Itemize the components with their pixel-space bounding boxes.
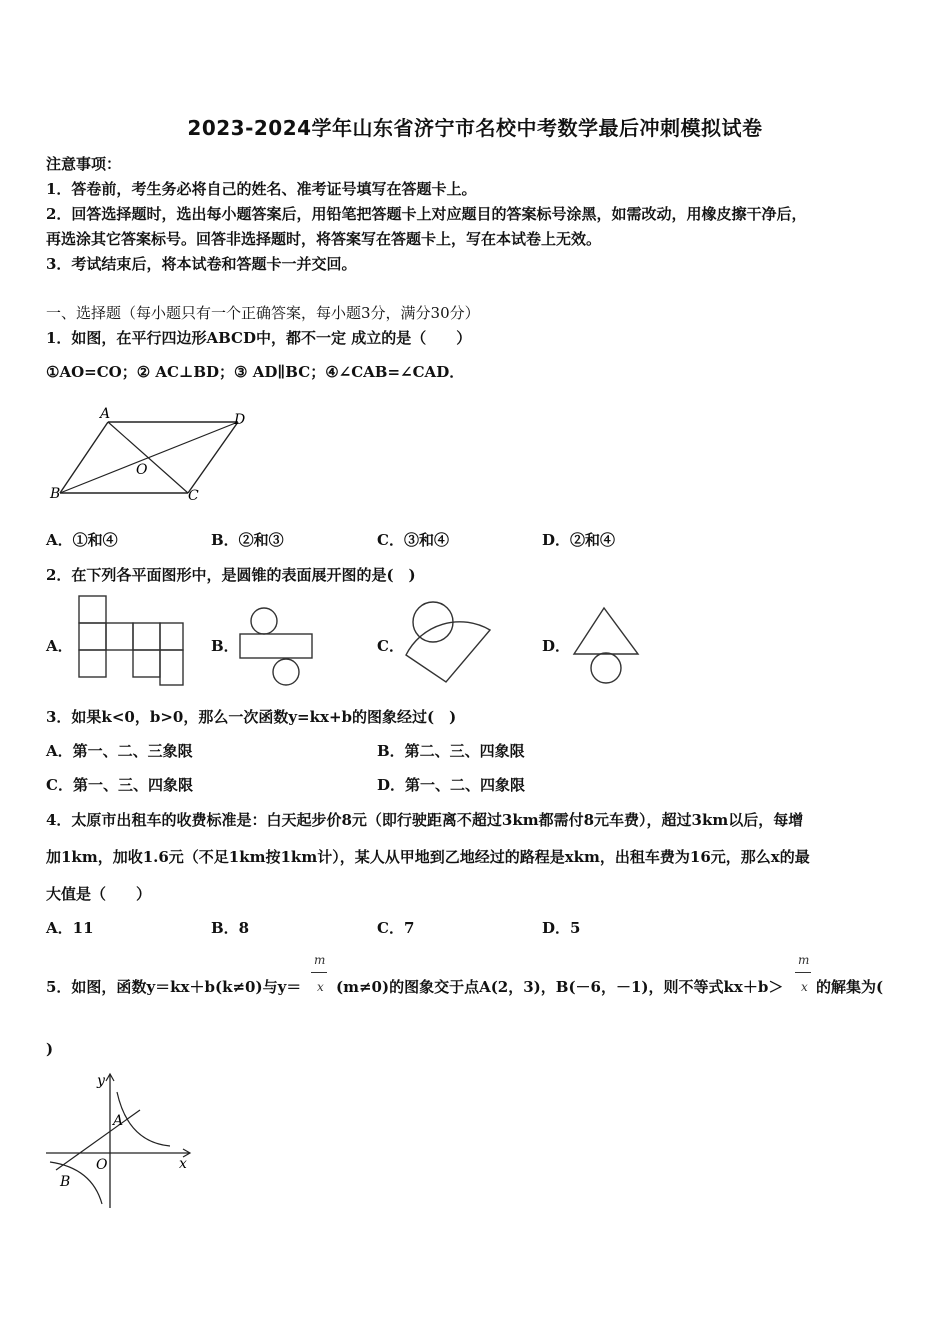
q1-option-a: A．①和④ — [46, 531, 118, 549]
notice-item-1: 1．答卷前，考生务必将自己的姓名、准考证号填写在答题卡上。 — [46, 180, 477, 198]
vertex-label-a: A — [100, 406, 111, 422]
point-label-b: B — [60, 1174, 71, 1190]
q1-conditions: ①AO=CO；② AC⊥BD；③ AD∥BC；④∠CAB=∠CAD． — [46, 363, 465, 381]
q3-option-b: B．第二、三、四象限 — [377, 742, 525, 760]
q4-option-c: C．7 — [377, 919, 415, 937]
q1-stem: 1．如图，在平行四边形ABCD中，都不一定 成立的是（ ） — [46, 329, 472, 347]
q3-option-a: A．第一、二、三象限 — [46, 742, 193, 760]
q2-label-d: D． — [542, 637, 571, 655]
q3-stem: 3．如果k<0，b>0，那么一次函数y=kx+b的图象经过( ) — [46, 708, 457, 726]
cylinder-net-figure — [232, 600, 322, 692]
q2-label-b: B． — [211, 637, 239, 655]
q5-closing-paren: ) — [46, 1040, 54, 1058]
q1-option-c: C．③和④ — [377, 531, 449, 549]
q3-option-d: D．第一、二、四象限 — [377, 776, 526, 794]
page-title: 2023-2024学年山东省济宁市名校中考数学最后冲刺模拟试卷 — [187, 116, 763, 140]
q3-option-c: C．第一、三、四象限 — [46, 776, 193, 794]
q5-text-part-2: (m≠0)的图象交于点A(2，3)，B(－6，－1)，则不等式kx＋b＞ — [336, 978, 784, 996]
function-graph-figure — [40, 1068, 200, 1218]
axis-label-y: y — [97, 1073, 105, 1089]
cube-net-figure — [70, 590, 190, 690]
parallelogram-figure — [40, 400, 270, 510]
q1-option-d: D．②和④ — [542, 531, 616, 549]
q5-fraction-1-denominator: x — [317, 980, 324, 994]
triangle-circle-figure — [566, 600, 646, 690]
q5-text-part-3: 的解集为( — [816, 978, 884, 996]
q2-label-c: C． — [377, 637, 404, 655]
vertex-label-c: C — [188, 488, 199, 504]
q4-option-b: B．8 — [211, 919, 250, 937]
notice-heading: 注意事项： — [46, 155, 122, 173]
q5-fraction-1-numerator: m — [314, 953, 326, 967]
q1-option-b: B．②和③ — [211, 531, 284, 549]
q4-option-a: A．11 — [46, 919, 94, 937]
cone-net-figure — [398, 600, 498, 690]
section-heading: 一、选择题（每小题只有一个正确答案，每小题3分，满分30分） — [46, 304, 480, 322]
q5-fraction-2-bar — [795, 972, 811, 973]
q5-fraction-2-numerator: m — [798, 953, 810, 967]
vertex-label-d: D — [234, 412, 246, 428]
origin-label-o: O — [96, 1157, 108, 1173]
q4-line-3: 大值是（ ） — [46, 885, 152, 903]
notice-item-2a: 2．回答选择题时，选出每小题答案后，用铅笔把答题卡上对应题目的答案标号涂黑，如需改动，用橡皮擦干净后， — [46, 205, 807, 223]
notice-item-3: 3．考试结束后，将本试卷和答题卡一并交回。 — [46, 255, 357, 273]
q2-label-a: A． — [46, 637, 73, 655]
notice-item-2b: 再选涂其它答案标号。回答非选择题时，将答案写在答题卡上，写在本试卷上无效。 — [46, 230, 602, 248]
q5-fraction-1-bar — [311, 972, 327, 973]
q5-fraction-2-denominator: x — [801, 980, 808, 994]
q5-text-part-1: 5．如图，函数y＝kx＋b(k≠0)与y＝ — [46, 978, 302, 996]
vertex-label-b: B — [50, 486, 61, 502]
vertex-label-o: O — [136, 462, 148, 478]
q4-line-1: 4．太原市出租车的收费标准是：白天起步价8元（即行驶距离不超过3km都需付8元车费），超过3km以后，每增 — [46, 811, 804, 829]
axis-label-x: x — [179, 1156, 187, 1172]
q4-line-2: 加1km，加收1.6元（不足1km按1km计），某人从甲地到乙地经过的路程是xkm，出租车费为16元，那么x的最 — [46, 848, 810, 866]
q2-stem: 2．在下列各平面图形中，是圆锥的表面展开图的是( ) — [46, 566, 416, 584]
q4-option-d: D．5 — [542, 919, 581, 937]
point-label-a: A — [113, 1113, 124, 1129]
